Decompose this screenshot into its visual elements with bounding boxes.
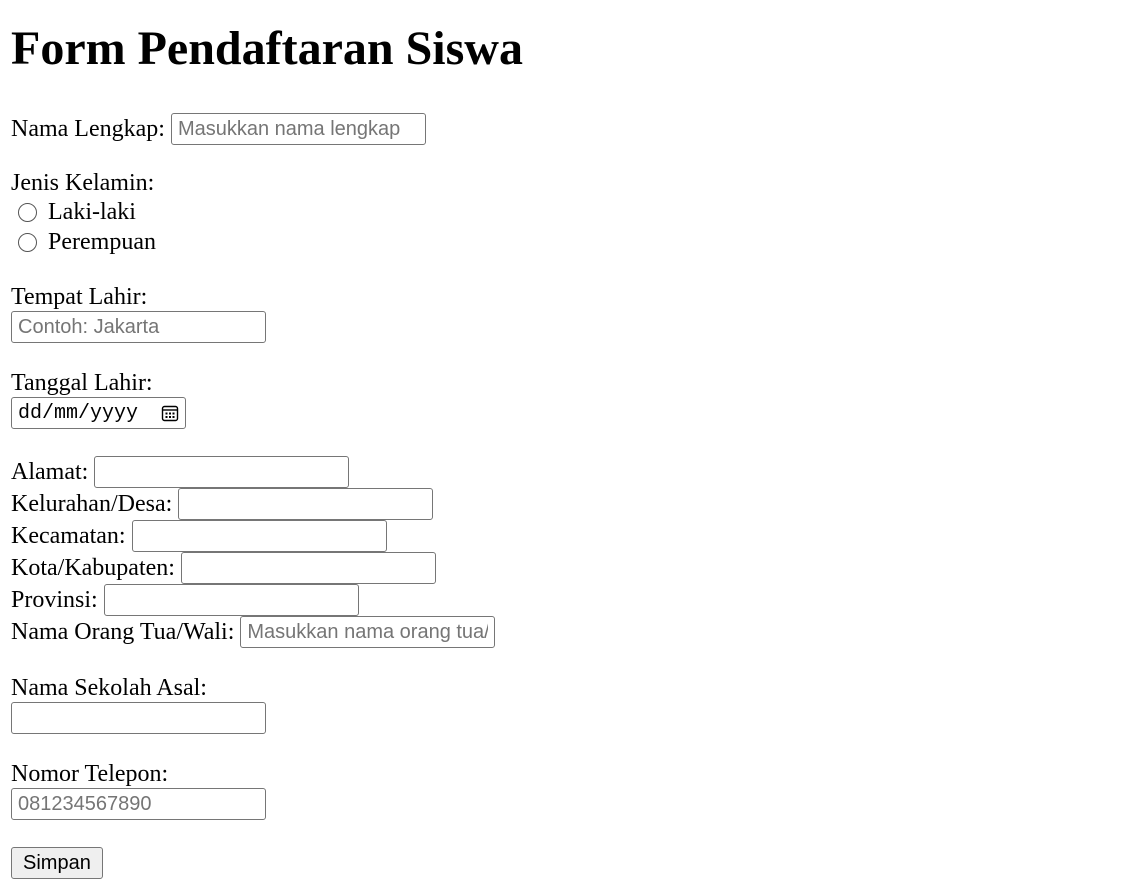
alamat-row: [11, 456, 1126, 488]
radio-option-perempuan[interactable]: [11, 227, 1126, 257]
provinsi-row: [11, 584, 1126, 616]
kelurahan-input[interactable]: [178, 488, 433, 520]
alamat-label: Alamat:: [11, 459, 89, 485]
simpan-button[interactable]: Simpan: [11, 847, 103, 879]
kelurahan-row: [11, 488, 1126, 520]
kota-label: Kota/Kabupaten:: [11, 555, 175, 581]
sekolah-asal-label: Nama Sekolah Asal:: [11, 675, 207, 701]
radio-option-laki-laki[interactable]: [11, 197, 1126, 227]
kelurahan-label: Kelurahan/Desa:: [11, 491, 173, 517]
radio-laki-laki[interactable]: [18, 203, 37, 222]
sekolah-asal-input[interactable]: [11, 702, 266, 734]
kecamatan-input[interactable]: [132, 520, 387, 552]
radio-perempuan-label: Perempuan: [48, 229, 156, 255]
alamat-input[interactable]: [94, 456, 349, 488]
kecamatan-row: [11, 520, 1126, 552]
tanggal-lahir-input[interactable]: [11, 397, 186, 429]
tanggal-lahir-label: Tanggal Lahir:: [11, 370, 153, 396]
provinsi-label: Provinsi:: [11, 587, 98, 613]
tempat-lahir-label: Tempat Lahir:: [11, 284, 148, 310]
telepon-input[interactable]: [11, 788, 266, 820]
nama-lengkap-input[interactable]: [171, 113, 426, 145]
orang-tua-label: Nama Orang Tua/Wali:: [11, 619, 235, 645]
kota-row: [11, 552, 1126, 584]
nama-lengkap-label: Nama Lengkap:: [11, 116, 165, 142]
nama-lengkap-row: [11, 113, 1126, 145]
tempat-lahir-input[interactable]: [11, 311, 266, 343]
jenis-kelamin-label: Jenis Kelamin:: [11, 170, 155, 196]
orang-tua-input[interactable]: [240, 616, 495, 648]
kecamatan-label: Kecamatan:: [11, 523, 126, 549]
telepon-label: Nomor Telepon:: [11, 761, 169, 787]
radio-laki-laki-label: Laki-laki: [48, 199, 136, 225]
orang-tua-row: [11, 616, 1126, 648]
radio-perempuan[interactable]: [18, 233, 37, 252]
calendar-icon[interactable]: [160, 403, 180, 423]
date-format-text: dd/mm/yyyy: [18, 401, 139, 425]
page-title: Form Pendaftaran Siswa: [11, 22, 523, 75]
kota-input[interactable]: [181, 552, 436, 584]
provinsi-input[interactable]: [104, 584, 359, 616]
